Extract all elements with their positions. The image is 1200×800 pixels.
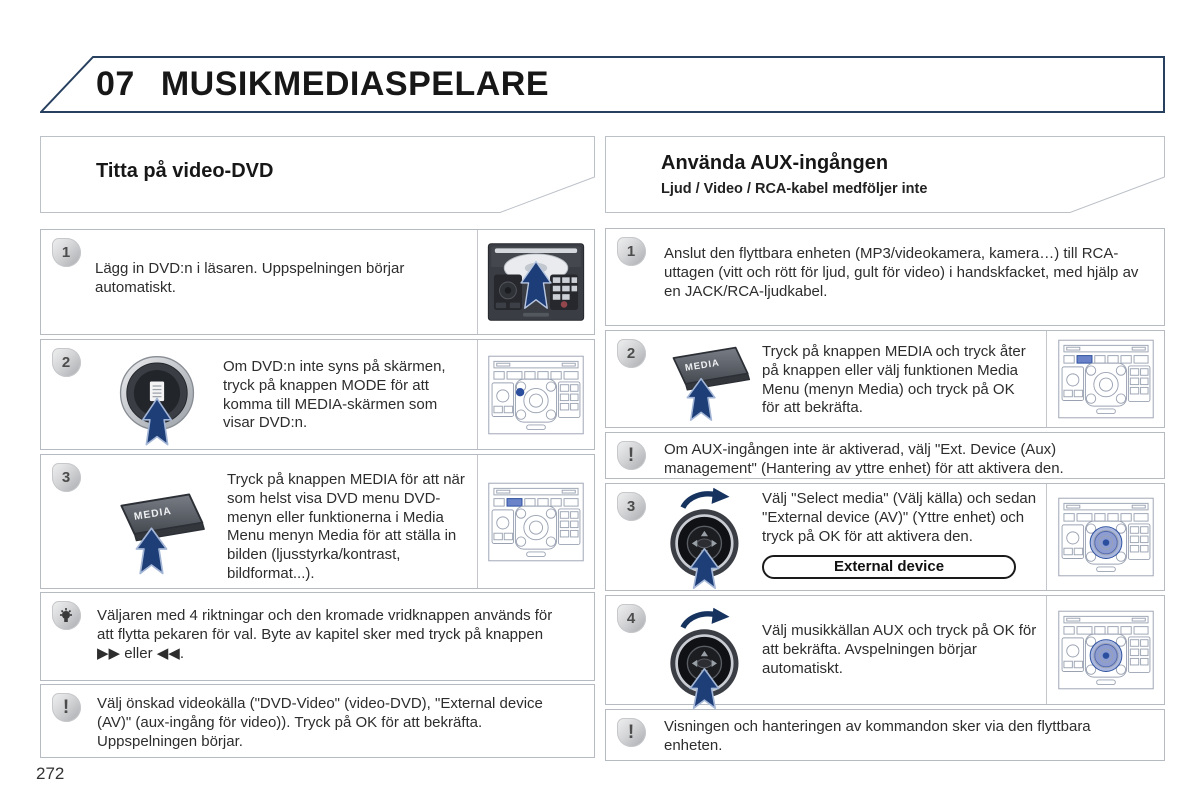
- step-badge: 3: [617, 492, 646, 521]
- warning-row: [605, 432, 1165, 479]
- head-unit-diagram-knob: [1046, 484, 1164, 590]
- page-title: MUSIKMEDIASPELARE: [160, 65, 550, 103]
- warning-text: Visningen och hanteringen av kommandon sker via den flyttbara enheten.: [664, 718, 1091, 754]
- rotary-knob-icon: [656, 484, 760, 590]
- section-title-aux: Använda AUX-ingången: [661, 152, 889, 174]
- chapter-number: 07: [96, 65, 135, 103]
- step-text: Lägg in DVD:n i läsaren. Uppspelningen börjar automatiskt.: [95, 260, 405, 296]
- section-title-box-dvd: [40, 136, 595, 213]
- head-unit-diagram-mode: [477, 340, 594, 449]
- section-title-box-aux: [605, 136, 1165, 213]
- step-row: [40, 339, 595, 450]
- step-badge: 3: [52, 463, 81, 492]
- warning-text: Om AUX-ingången inte är aktiverad, välj "Ext. Device (Aux) management" (Hantering av yttre enhet) för att aktivera den.: [664, 441, 1064, 477]
- mode-button-icon: [91, 340, 223, 449]
- step-row: [605, 483, 1165, 591]
- step-row: [605, 330, 1165, 428]
- warning-row: [605, 709, 1165, 761]
- step-badge: 1: [617, 237, 646, 266]
- step-row: [40, 229, 595, 335]
- head-unit-photo: [477, 230, 594, 334]
- section-subtitle-aux: Ljud / Video / RCA-kabel medföljer inte: [661, 181, 928, 197]
- tip-text: Väljaren med 4 riktningar och den kromade vridknappen används för att flytta pekaren för val. Byte av kapitel sker med tryck på knappen ▶▶ eller ◀◀.: [97, 607, 553, 662]
- step-text: Om DVD:n inte syns på skärmen, tryck på knappen MODE för att komma till MEDIA-skärmen som visar DVD:n.: [223, 358, 446, 432]
- media-button-icon: [656, 331, 760, 427]
- warning-text: Välj önskad videokälla ("DVD-Video" (video-DVD), "External device (AV)" (aux-ingång för video)). Tryck på OK för att bekräfta. Uppspelningen börjar.: [97, 695, 543, 750]
- tip-row: [40, 592, 595, 681]
- step-badge: 2: [52, 348, 81, 377]
- step-badge: 2: [617, 339, 646, 368]
- step-row: [605, 228, 1165, 326]
- step-text: Tryck på knappen MEDIA och tryck åter på knappen eller välj funktionen Media Menu (menyn Media) och tryck på OK för att bekräfta.: [762, 343, 1026, 417]
- rotary-knob-icon: [656, 596, 760, 704]
- svg-text:MEDIA: MEDIA: [684, 357, 721, 374]
- media-button-icon: [91, 455, 227, 588]
- step-badge: 1: [52, 238, 81, 267]
- chapter-header: [40, 56, 1165, 113]
- head-unit-diagram-media: [1046, 331, 1164, 427]
- head-unit-diagram-media: [477, 455, 594, 588]
- step-text: Välj "Select media" (Välj källa) och sedan "External device (AV)" (Yttre enhet) och tryck på OK för att aktivera den.: [762, 490, 1037, 545]
- step-badge: 4: [617, 604, 646, 633]
- warning-icon: !: [617, 718, 646, 747]
- tip-bulb-icon: [52, 601, 81, 630]
- head-unit-diagram-knob: [1046, 596, 1164, 704]
- warning-icon: !: [617, 441, 646, 470]
- svg-text:MEDIA: MEDIA: [133, 505, 173, 523]
- screen-button-external-device: External device: [762, 555, 1016, 579]
- section-title-dvd: Titta på video-DVD: [96, 160, 274, 182]
- page-number: 272: [36, 764, 65, 783]
- step-text: Välj musikkällan AUX och tryck på OK för att bekräfta. Avspelningen börjar automatiskt.: [762, 622, 1037, 677]
- step-text: Anslut den flyttbara enheten (MP3/videokamera, kamera…) till RCA-uttagen (vitt och rött för ljud, gult för video) i handskfacket, med hjälp av en JACK/RCA-ljudkabel.: [664, 245, 1139, 300]
- step-row: [40, 454, 595, 589]
- step-text: Tryck på knappen MEDIA för att när som helst visa DVD menu DVD-menyn eller funktionerna i Media Menu menyn Media för att ställa in bilden (ljusstyrka/kontrast, bildformat...).: [227, 471, 465, 582]
- warning-row: [40, 684, 595, 758]
- step-row: [605, 595, 1165, 705]
- warning-icon: !: [52, 693, 81, 722]
